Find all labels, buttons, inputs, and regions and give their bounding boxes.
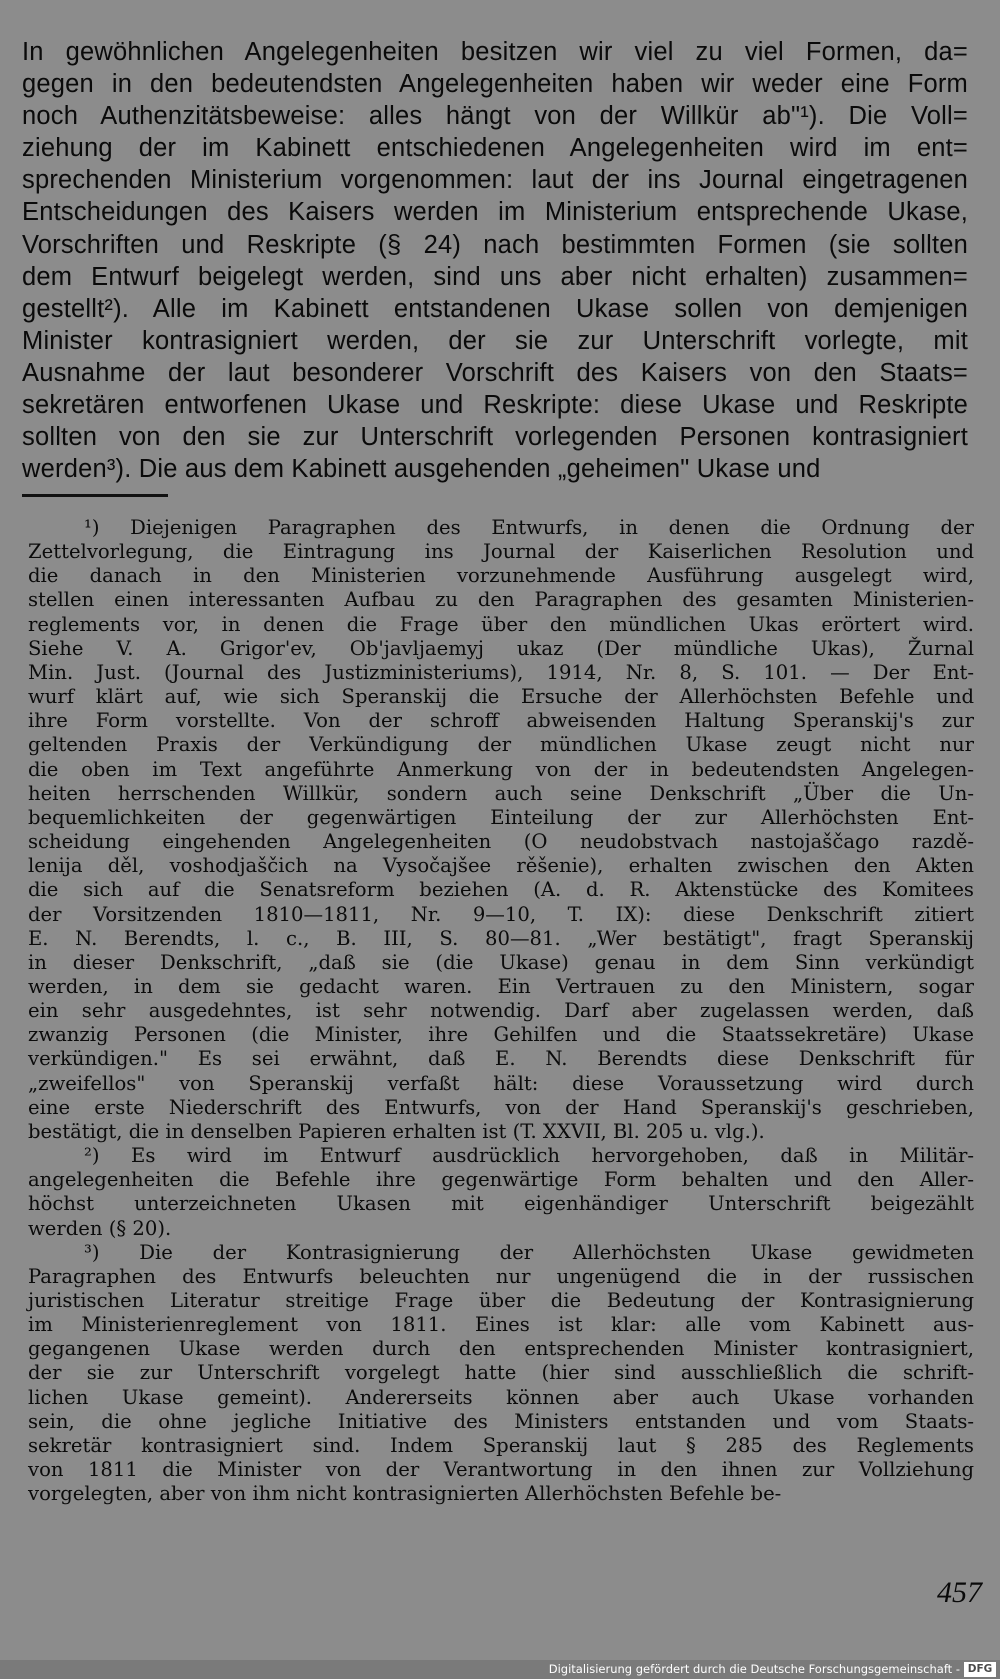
footnote-line: der sie zur Unterschrift vorgelegt hatte (hier sind ausschließlich die schrift- bbox=[28, 1361, 974, 1385]
footnote-line: juristischen Literatur streitige Frage über die Bedeutung der Kontrasignierung bbox=[28, 1289, 974, 1312]
main-text-line: sekretären entworfenen Ukase und Reskripte: diese Ukase und Reskripte bbox=[22, 391, 968, 420]
footnote-line: sekretär kontrasigniert sind. Indem Speranskij laut § 285 des Reglements bbox=[28, 1433, 974, 1457]
main-text-line: sollten von den sie zur Unterschrift vorlegenden Personen kontrasigniert bbox=[22, 423, 968, 452]
main-text-line: Ausnahme der laut besonderer Vorschrift des Kaisers von den Staats= bbox=[22, 358, 968, 387]
footnote-line: die oben im Text angeführte Anmerkung von der in bedeutendsten Angelegen- bbox=[28, 757, 974, 781]
footnote-line: ²) Es wird im Entwurf ausdrücklich hervorgehoben, daß in Militär- bbox=[84, 1144, 974, 1168]
footnote-line: ¹) Diejenigen Paragraphen des Entwurfs, in denen die Ordnung der bbox=[84, 516, 974, 539]
page-number: 457 bbox=[937, 1576, 982, 1609]
footnote-line: stellen einen interessanten Aufbau zu den Paragraphen des gesamten Ministerien- bbox=[28, 588, 974, 612]
footnote-line: bestätigt, die in denselben Papieren erhalten ist (T. XXVII, Bl. 205 u. vlg.). bbox=[28, 1119, 765, 1143]
footnote-line: lichen Ukase gemeint). Andererseits können aber auch Ukase vorhanden bbox=[28, 1385, 974, 1409]
footnote-line: reglements vor, in denen die Frage über den mündlichen Ukas erörtert wird. bbox=[28, 612, 974, 636]
footnote-line: Zettelvorlegung, die Eintragung ins Journal der Kaiserlichen Resolution und bbox=[28, 540, 974, 564]
main-text-line: ziehung der im Kabinett entschiedenen Angelegenheiten wird im ent= bbox=[22, 134, 968, 163]
credit-text: Digitalisierung gefördert durch die Deutsche Forschungsgemeinschaft - bbox=[548, 1662, 960, 1676]
footnote-line: ihre Form vorstellte. Von der schroff abweisenden Haltung Speranskij's zur bbox=[28, 709, 974, 733]
footnote-line: der Vorsitzenden 1810—1811, Nr. 9—10, T. IX): diese Denkschrift zitiert bbox=[28, 902, 974, 926]
footnote-line: scheidung eingehenden Angelegenheiten (O neudobstvach nastojaščago razdě- bbox=[28, 830, 974, 854]
footnote-line: Siehe V. A. Grigor'ev, Ob'javljaemyj ukaz (Der mündliche Ukas), Žurnal bbox=[28, 636, 974, 660]
footnote-line: ³) Die der Kontrasignierung der Allerhöchsten Ukase gewidmeten bbox=[84, 1240, 974, 1264]
main-text-line: Vorschriften und Reskripte (§ 24) nach bestimmten Formen (sie sollten bbox=[22, 230, 968, 259]
main-text-line: gestellt²). Alle im Kabinett entstandenen Ukase sollen von demjenigen bbox=[22, 294, 968, 323]
main-text-line: Minister kontrasigniert werden, der sie zur Unterschrift vorlegte, mit bbox=[22, 326, 968, 355]
footnote-line: bequemlichkeiten der gegenwärtigen Einteilung der zur Allerhöchsten Ent- bbox=[28, 805, 974, 829]
footnote-line: zwanzig Personen (die Minister, ihre Gehilfen und die Staatssekretäre) Ukase bbox=[28, 1023, 974, 1047]
main-text-line: Entscheidungen des Kaisers werden im Ministerium entsprechende Ukase, bbox=[22, 198, 968, 227]
footnote-line: E. N. Berendts, l. c., B. III, S. 80—81. „Wer bestätigt", fragt Speranskij bbox=[28, 926, 974, 950]
footnote-line: die danach in den Ministerien vorzunehmende Ausführung ausgelegt wird, bbox=[28, 564, 974, 588]
main-text-line: sprechenden Ministerium vorgenommen: laut der ins Journal eingetragenen bbox=[22, 166, 968, 195]
footnote-line: verkündigen." Es sei erwähnt, daß E. N. Berendts diese Denkschrift für bbox=[28, 1047, 974, 1071]
footnote-line: in dieser Denkschrift, „daß sie (die Ukase) genau in dem Sinn verkündigt bbox=[28, 950, 974, 974]
footnote-line: sein, die ohne jegliche Initiative des Ministers entstanden und vom Staats- bbox=[28, 1409, 974, 1433]
main-text-line: dem Entwurf beigelegt werden, sind uns aber nicht erhalten) zusammen= bbox=[22, 262, 968, 291]
main-text-line: gegen in den bedeutendsten Angelegenheiten haben wir weder eine Form bbox=[22, 70, 968, 99]
main-text-line: noch Authenzitätsbeweise: alles hängt von der Willkür ab"¹). Die Voll= bbox=[22, 102, 968, 131]
main-text-line: werden³). Die aus dem Kabinett ausgehenden „geheimen" Ukase und bbox=[22, 455, 821, 484]
footnote-line: ein sehr ausgedehntes, ist sehr notwendig. Darf aber zugelassen werden, daß bbox=[28, 999, 974, 1023]
footnote-line: geltenden Praxis der Verkündigung der mündlichen Ukase zeugt nicht nur bbox=[28, 733, 974, 757]
footnote-line: werden (§ 20). bbox=[28, 1216, 172, 1240]
main-text-line: In gewöhnlichen Angelegenheiten besitzen wir viel zu viel Formen, da= bbox=[22, 38, 968, 66]
footnote-line: wurf klärt auf, wie sich Speranskij die Ersuche der Allerhöchsten Befehle und bbox=[28, 685, 974, 709]
footnote-line: „zweifellos" von Speranskij verfaßt hält: diese Voraussetzung wird durch bbox=[28, 1071, 974, 1095]
footnote-line: die sich auf die Senatsreform beziehen (A. d. R. Aktenstücke des Komitees bbox=[28, 878, 974, 902]
footnote-line: vorgelegten, aber von ihm nicht kontrasignierten Allerhöchsten Befehle be- bbox=[28, 1482, 782, 1506]
footnote-line: Min. Just. (Journal des Justizministeriums), 1914, Nr. 8, S. 101. — Der Ent- bbox=[28, 660, 974, 684]
footnote-line: lenija děl, voshodjaščich na Vysočajšee rěšenie), erhalten zwischen den Akten bbox=[28, 854, 974, 878]
main-text-block bbox=[22, 36, 968, 485]
footnote-line: angelegenheiten die Befehle ihre gegenwärtige Form behalten und den Aller- bbox=[28, 1168, 974, 1192]
footnote-line: im Ministerienreglement von 1811. Eines ist klar: alle vom Kabinett aus- bbox=[28, 1313, 974, 1337]
footnote-line: eine erste Niederschrift des Entwurfs, von der Hand Speranskij's geschrieben, bbox=[28, 1095, 974, 1119]
footnote-separator bbox=[22, 494, 168, 497]
footnote-line: höchst unterzeichneten Ukasen mit eigenhändiger Unterschrift beigezählt bbox=[28, 1192, 974, 1216]
footnote-line: gegangenen Ukase werden durch den entsprechenden Minister kontrasigniert, bbox=[28, 1337, 974, 1361]
footnote-line: Paragraphen des Entwurfs beleuchten nur ungenügend die in der russischen bbox=[28, 1264, 974, 1288]
footnote-line: heiten herrschenden Willkür, sondern auch seine Denkschrift „Über die Un- bbox=[28, 781, 974, 805]
footnote-line: werden, in dem sie gedacht waren. Ein Vertrauen zu den Ministern, sogar bbox=[28, 974, 974, 998]
footnotes-block bbox=[28, 516, 974, 1506]
dfg-logo: DFG bbox=[964, 1662, 996, 1677]
footnote-line: von 1811 die Minister von der Verantwortung in den ihnen zur Vollziehung bbox=[28, 1458, 974, 1482]
